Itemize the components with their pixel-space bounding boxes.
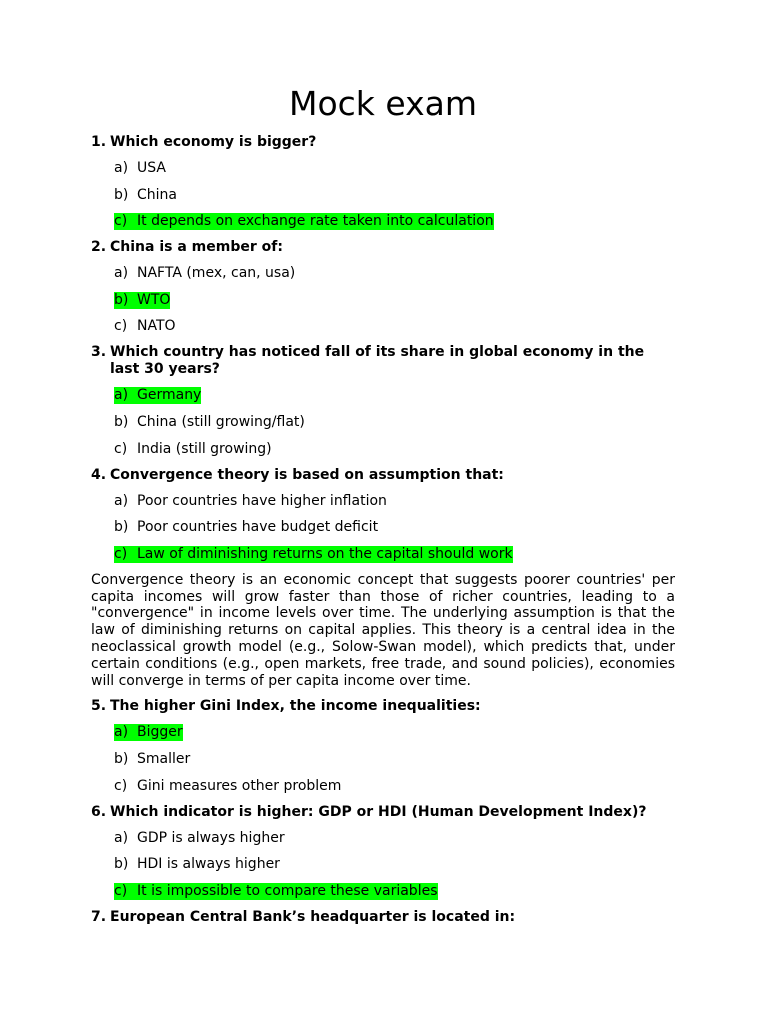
answer-option: b) China (still growing/flat) [114, 413, 305, 430]
answer-option: c) India (still growing) [114, 440, 272, 457]
question-number: 1. [91, 134, 107, 150]
answer-option: a) NAFTA (mex, can, usa) [114, 265, 296, 282]
question-number: 6. [91, 803, 107, 820]
question-text: Convergence theory is based on assumption that: [110, 466, 504, 483]
question-heading [91, 344, 675, 378]
question-heading [91, 239, 675, 256]
question-text: China is a member of: [110, 239, 283, 256]
answer-option: a) Poor countries have higher inflation [114, 492, 387, 509]
question-1 [91, 134, 675, 230]
question-2 [91, 239, 675, 335]
answer-option: b) China [114, 186, 177, 203]
answer-option-highlighted: a) Bigger [114, 724, 183, 741]
answer-list [91, 493, 675, 563]
answer-list [91, 160, 675, 230]
question-number: 3. [91, 344, 107, 361]
page-title: Mock exam [288, 84, 478, 123]
question-heading [91, 804, 675, 821]
answer-option-highlighted: b) WTO [114, 291, 171, 308]
answer-option-highlighted: c) It is impossible to compare these variables [114, 882, 438, 899]
question-3 [91, 344, 675, 457]
question-heading [91, 134, 675, 151]
explanation-paragraph: Convergence theory is an economic concept that suggests poorer countries' per capita incomes will grow faster than those of richer countries, leading to a "convergence" in income levels over time. The underlying assumption is that the law of diminishing returns on capital applies. This theory is a central idea in the neoclassical growth model (e.g., Solow-Swan model), which predicts that, under certain conditions (e.g., open markets, free trade, and sound policies), economies will converge in terms of per capita income over time. [91, 571, 675, 689]
question-number: 4. [91, 466, 107, 483]
answer-option: b) HDI is always higher [114, 856, 280, 873]
answer-option: a) USA [114, 160, 166, 176]
question-text: Which indicator is higher: GDP or HDI (Human Development Index)? [110, 803, 647, 820]
question-heading [91, 467, 675, 484]
answer-list [91, 387, 675, 457]
question-text: The higher Gini Index, the income inequalities: [110, 698, 481, 715]
answer-list [91, 724, 675, 794]
question-4 [91, 467, 675, 563]
answer-option: b) Poor countries have budget deficit [114, 519, 379, 536]
answer-list [91, 830, 675, 900]
answer-option: b) Smaller [114, 750, 191, 767]
answer-option-highlighted: c) Law of diminishing returns on the capital should work [114, 545, 513, 562]
question-number: 5. [91, 698, 107, 715]
answer-option-highlighted: c) It depends on exchange rate taken into calculation [114, 213, 494, 230]
question-heading [91, 909, 675, 926]
question-5 [91, 698, 675, 794]
question-heading [91, 698, 675, 715]
question-number: 7. [91, 908, 107, 925]
document-page [91, 82, 675, 935]
question-text: Which country has noticed fall of its share in global economy in the last 30 years? [110, 344, 645, 378]
answer-option: c) Gini measures other problem [114, 777, 342, 794]
question-text: Which economy is bigger? [110, 134, 317, 150]
answer-option-highlighted: a) Germany [114, 387, 202, 404]
question-7 [91, 909, 675, 926]
answer-option: c) NATO [114, 318, 176, 335]
answer-list [91, 265, 675, 335]
question-number: 2. [91, 239, 107, 256]
answer-option: a) GDP is always higher [114, 829, 285, 846]
question-6 [91, 804, 675, 900]
question-text: European Central Bank’s headquarter is located in: [110, 908, 516, 925]
